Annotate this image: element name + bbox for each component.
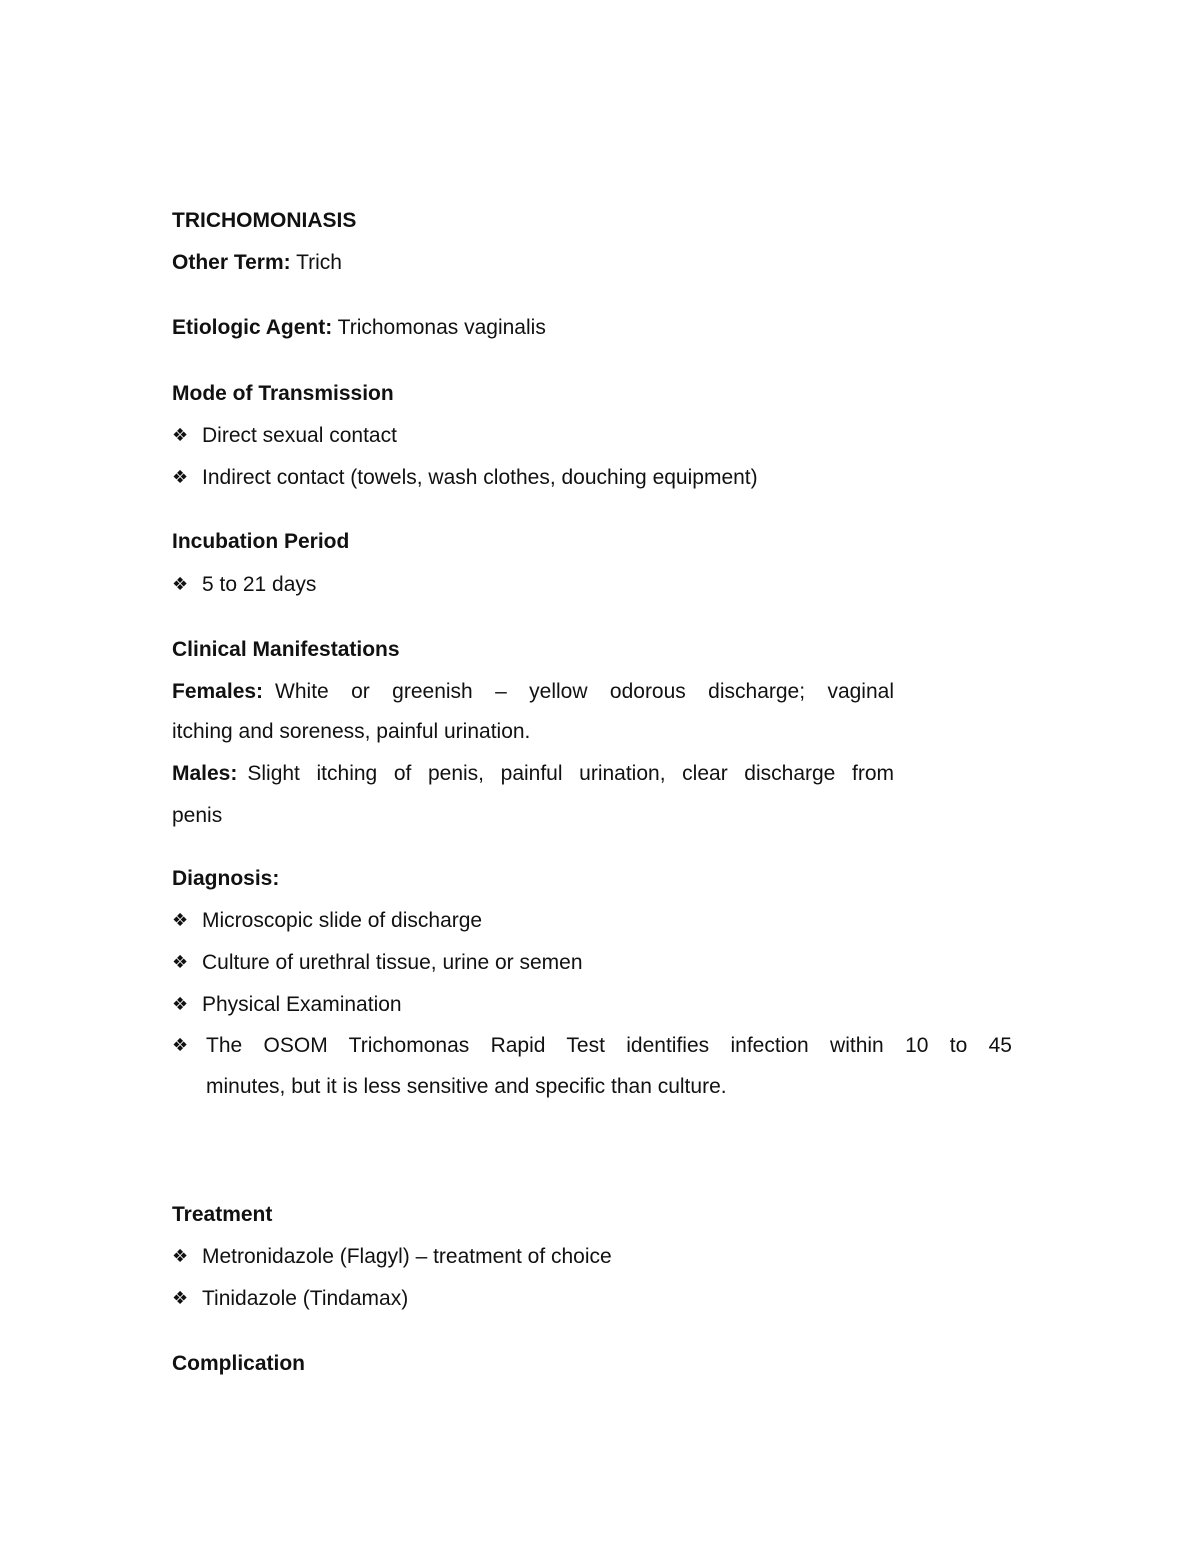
list-item: ❖ 5 to 21 days <box>172 570 316 600</box>
diagnosis-heading: Diagnosis: <box>172 867 280 890</box>
diamond-bullet-icon: ❖ <box>172 467 189 487</box>
mode-of-transmission-heading: Mode of Transmission <box>172 382 394 405</box>
other-term-label: Other Term: <box>172 251 291 274</box>
diamond-bullet-icon: ❖ <box>172 1246 189 1266</box>
treatment-heading: Treatment <box>172 1203 273 1226</box>
diamond-bullet-icon: ❖ <box>172 952 189 972</box>
diamond-bullet-icon: ❖ <box>172 910 189 930</box>
diamond-bullet-icon: ❖ <box>172 574 189 594</box>
males-line-1: Males: Slight itching of penis, painful urination, clear discharge from <box>172 759 894 789</box>
other-term-value: Trich <box>290 251 342 274</box>
etiologic-agent-label: Etiologic Agent: <box>172 316 333 339</box>
list-item: ❖ Physical Examination <box>172 990 402 1020</box>
list-item-continuation: minutes, but it is less sensitive and specific than culture. <box>206 1075 727 1098</box>
diamond-bullet-icon: ❖ <box>172 1288 189 1308</box>
list-item: ❖ Direct sexual contact <box>172 421 397 451</box>
clinical-manifestations-heading: Clinical Manifestations <box>172 638 400 661</box>
list-item: ❖ Indirect contact (towels, wash clothes, douching equipment) <box>172 463 758 493</box>
females-line-1: Females: White or greenish – yellow odorous discharge; vaginal <box>172 677 894 707</box>
etiologic-agent-line <box>172 313 546 343</box>
list-item: ❖ Tinidazole (Tindamax) <box>172 1284 408 1314</box>
diamond-bullet-icon: ❖ <box>172 994 189 1014</box>
diamond-bullet-icon: ❖ <box>172 1035 189 1055</box>
diamond-bullet-icon: ❖ <box>172 425 189 445</box>
list-item: ❖ Culture of urethral tissue, urine or semen <box>172 948 583 978</box>
males-label: Males: <box>172 762 238 785</box>
incubation-period-heading: Incubation Period <box>172 530 350 553</box>
etiologic-agent-value: Trichomonas vaginalis <box>332 316 546 339</box>
list-item: ❖ Metronidazole (Flagyl) – treatment of choice <box>172 1242 612 1272</box>
list-item: ❖ Microscopic slide of discharge <box>172 906 482 936</box>
females-line-2: itching and soreness, painful urination. <box>172 720 531 743</box>
list-item: ❖ The OSOM Trichomonas Rapid Test identifies infection within 10 to 45 <box>172 1031 1012 1061</box>
other-term-line <box>172 248 342 278</box>
males-line-2: penis <box>172 804 223 827</box>
complication-heading: Complication <box>172 1352 306 1375</box>
females-label: Females: <box>172 680 264 703</box>
document-title: TRICHOMONIASIS <box>172 209 357 232</box>
